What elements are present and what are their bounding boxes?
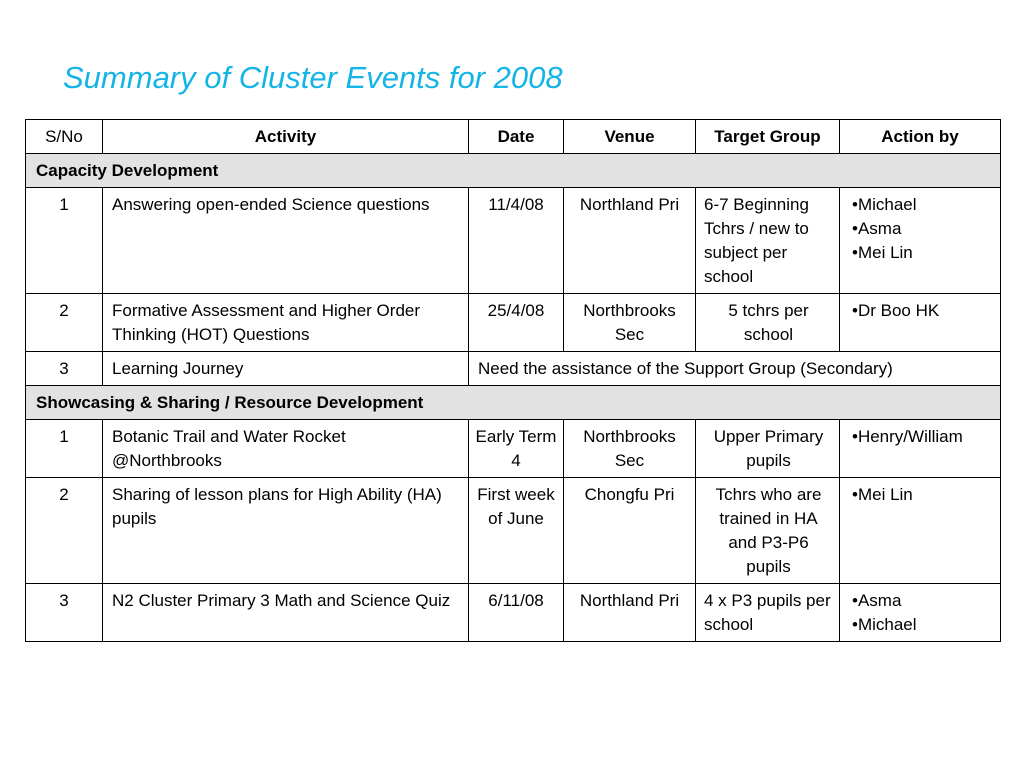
row-target-group-cell: Tchrs who are trained in HA and P3-P6 pupils [696,478,840,584]
row-action-by-cell [840,188,1001,294]
row-sno-cell: 2 [26,478,103,584]
action-by-name: Mei Lin [857,243,913,262]
action-by-list [852,589,996,637]
action-by-list [852,425,996,449]
table-row [26,294,1001,352]
row-action-by-cell [840,420,1001,478]
row-sno-cell: 1 [26,188,103,294]
row-venue-cell: Northland Pri [564,188,696,294]
row-venue-cell: Northbrooks Sec [564,420,696,478]
row-activity-cell: Formative Assessment and Higher Order Thinking (HOT) Questions [103,294,469,352]
row-venue-cell: Chongfu Pri [564,478,696,584]
column-header-action-by: Action by [840,120,1001,154]
action-by-item [852,193,996,217]
row-sno-cell: 3 [26,352,103,386]
row-sno-cell: 1 [26,420,103,478]
cluster-events-table [25,119,1001,642]
table-row [26,478,1001,584]
row-venue-cell: Northbrooks Sec [564,294,696,352]
section-heading: Capacity Development [26,154,1001,188]
action-by-item [852,217,996,241]
table-header-row [26,120,1001,154]
row-date-cell: First week of June [469,478,564,584]
row-activity-cell: Learning Journey [103,352,469,386]
column-header-activity: Activity [103,120,469,154]
row-date-cell: 25/4/08 [469,294,564,352]
action-by-name: Dr Boo HK [857,301,940,320]
page-title: Summary of Cluster Events for 2008 [63,60,563,95]
row-action-by-cell [840,294,1001,352]
table-row [26,584,1001,642]
row-action-by-cell [840,584,1001,642]
action-by-name: Henry/William [857,427,963,446]
action-by-item [852,589,996,613]
row-target-group-cell: 4 x P3 pupils per school [696,584,840,642]
row-note-cell: Need the assistance of the Support Group (Secondary) [469,352,1001,386]
action-by-name: Michael [857,615,917,634]
row-activity-cell: N2 Cluster Primary 3 Math and Science Quiz [103,584,469,642]
row-date-cell: 11/4/08 [469,188,564,294]
row-action-by-cell [840,478,1001,584]
action-by-name: Asma [857,219,902,238]
section-header-row [26,154,1001,188]
column-header-venue: Venue [564,120,696,154]
row-activity-cell: Answering open-ended Science questions [103,188,469,294]
action-by-item [852,425,996,449]
column-header-target-group: Target Group [696,120,840,154]
row-activity-cell: Sharing of lesson plans for High Ability (HA) pupils [103,478,469,584]
row-date-cell: Early Term 4 [469,420,564,478]
action-by-name: Asma [857,591,902,610]
column-header-sno: S/No [26,120,103,154]
row-target-group-cell: Upper Primary pupils [696,420,840,478]
section-heading: Showcasing & Sharing / Resource Development [26,386,1001,420]
action-by-item [852,613,996,637]
action-by-item [852,483,996,507]
table-row [26,352,1001,386]
row-activity-cell: Botanic Trail and Water Rocket @Northbrooks [103,420,469,478]
table-body [26,154,1001,642]
action-by-name: Mei Lin [857,485,913,504]
table-row [26,420,1001,478]
action-by-list [852,193,996,265]
row-sno-cell: 3 [26,584,103,642]
action-by-list [852,299,996,323]
table-row [26,188,1001,294]
row-date-cell: 6/11/08 [469,584,564,642]
column-header-date: Date [469,120,564,154]
row-target-group-cell: 6-7 Beginning Tchrs / new to subject per school [696,188,840,294]
section-header-row [26,386,1001,420]
action-by-item [852,241,996,265]
row-target-group-cell: 5 tchrs per school [696,294,840,352]
row-sno-cell: 2 [26,294,103,352]
action-by-item [852,299,996,323]
row-venue-cell: Northland Pri [564,584,696,642]
action-by-list [852,483,996,507]
action-by-name: Michael [857,195,917,214]
